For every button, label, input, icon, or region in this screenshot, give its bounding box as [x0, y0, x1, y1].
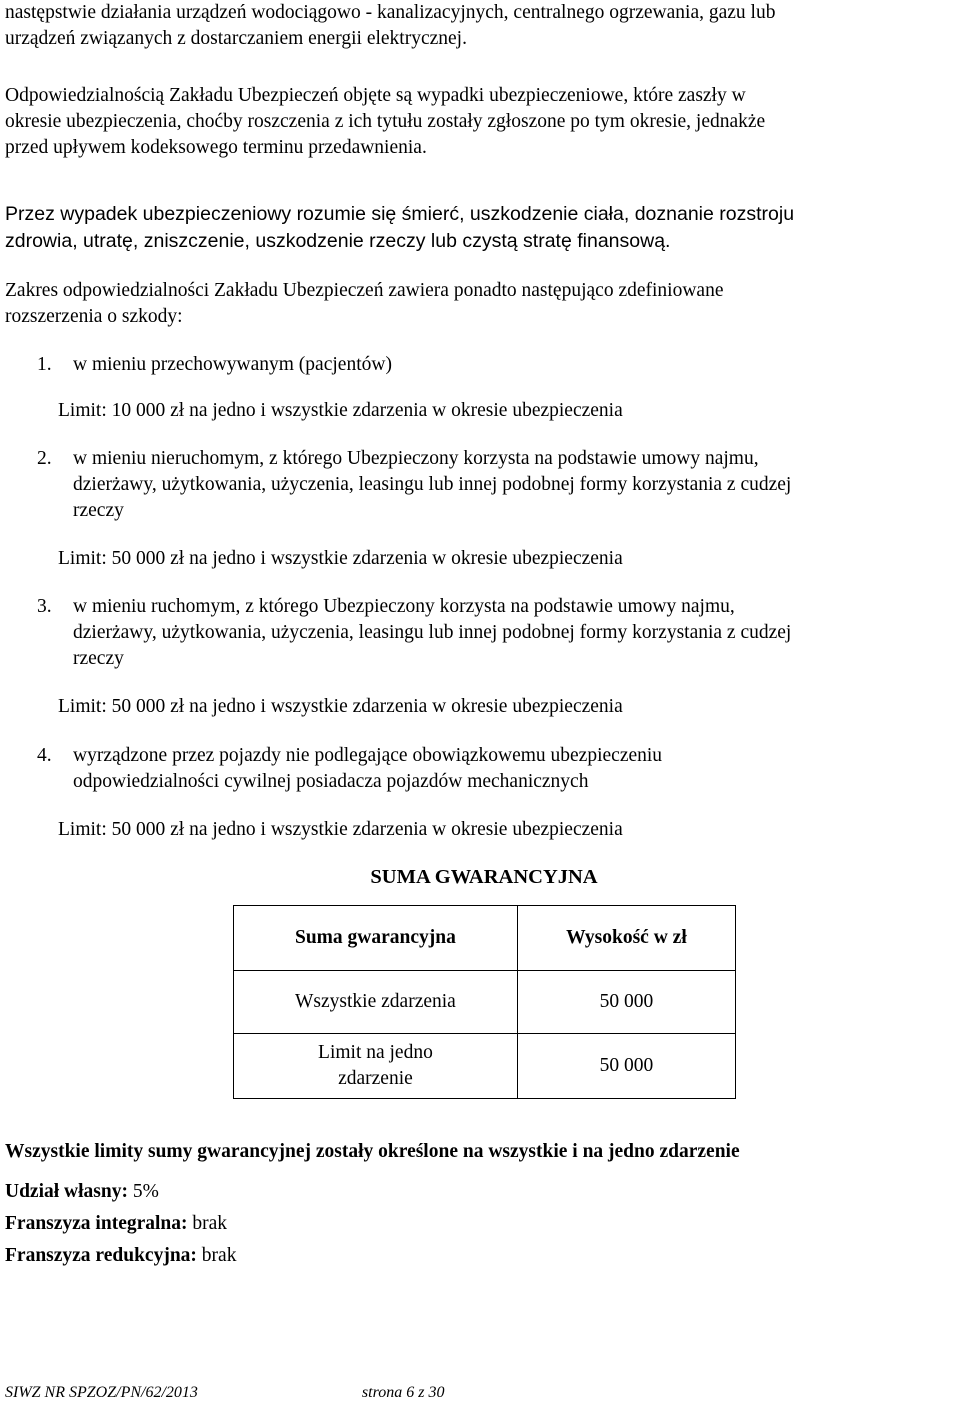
table-cell: 50 000 [517, 1034, 735, 1099]
integral-franchise-label: Franszyza integralna: [5, 1213, 188, 1234]
scope-line: Zakres odpowiedzialności Zakładu Ubezpieczeń zawiera ponadto następująco zdefiniowane [5, 280, 724, 301]
reduction-franchise-value: brak [196, 1245, 237, 1266]
responsibility-line: okresie ubezpieczenia, choćby roszczenia z ich tytułu zostały zgłoszone po tym okresie, jednakże [5, 111, 766, 132]
table-cell: 50 000 [517, 971, 735, 1034]
list-item-text: rzeczy [73, 648, 124, 669]
table-row [234, 1034, 736, 1099]
list-item-text: wyrządzone przez pojazdy nie podlegające obowiązkowemu ubezpieczeniu [73, 745, 663, 766]
responsibility-line: Odpowiedzialnością Zakładu Ubezpieczeń objęte są wypadki ubezpieczeniowe, które zaszły w [5, 85, 746, 106]
table-header-row [234, 906, 736, 971]
list-item-text: w mieniu przechowywanym (pacjentów) [73, 354, 392, 375]
intro-line: urządzeń związanych z dostarczaniem energii elektrycznej. [5, 28, 467, 49]
list-item-text: odpowiedzialności cywilnej posiadacza pojazdów mechanicznych [73, 771, 589, 792]
own-share-line [5, 1179, 159, 1205]
page-number: strona 6 z 30 [361, 1384, 445, 1401]
reduction-franchise-label: Franszyza redukcyjna: [5, 1245, 197, 1266]
integral-franchise-line [5, 1211, 227, 1237]
doc-number: SIWZ NR SPZOZ/PN/62/2013 [5, 1384, 198, 1401]
intro-line: następstwie działania urządzeń wodociągowo - kanalizacyjnych, centralnego ogrzewania, gazu lub [5, 2, 776, 23]
own-share-value: 5% [127, 1181, 159, 1202]
list-item-number: 2. [37, 448, 52, 469]
all-limits-note: Wszystkie limity sumy gwarancyjnej zostały określone na wszystkie i na jedno zdarzenie [5, 1141, 740, 1162]
responsibility-paragraph [5, 83, 960, 161]
table-cell-line: zdarzenie [338, 1068, 413, 1089]
reduction-franchise-line [5, 1243, 236, 1269]
limit-text: Limit: 50 000 zł na jedno i wszystkie zdarzenia w okresie ubezpieczenia [58, 548, 623, 569]
definition-paragraph [5, 201, 960, 255]
table-cell: Wszystkie zdarzenia [234, 971, 518, 1034]
table-cell-line: Limit na jedno [318, 1042, 433, 1063]
integral-franchise-value: brak [187, 1213, 228, 1234]
responsibility-line: przed upływem kodeksowego terminu przedawnienia. [5, 137, 427, 158]
definition-line: Przez wypadek ubezpieczeniowy rozumie się śmierć, uszkodzenie ciała, doznanie rozstroju [5, 203, 795, 225]
table-cell [234, 1034, 518, 1099]
page-footer [5, 1384, 444, 1402]
limit-text: Limit: 50 000 zł na jedno i wszystkie zdarzenia w okresie ubezpieczenia [58, 696, 623, 717]
limit-text: Limit: 10 000 zł na jedno i wszystkie zdarzenia w okresie ubezpieczenia [58, 400, 623, 421]
limit-text: Limit: 50 000 zł na jedno i wszystkie zdarzenia w okresie ubezpieczenia [58, 819, 623, 840]
list-item-text: w mieniu nieruchomym, z którego Ubezpieczony korzysta na podstawie umowy najmu, [73, 448, 759, 469]
list-item-number: 1. [37, 354, 52, 375]
list-item-text: dzierżawy, użytkowania, użyczenia, leasingu lub innej podobnej formy korzystania z cudzej [73, 622, 792, 643]
list-item-text: dzierżawy, użytkowania, użyczenia, leasingu lub innej podobnej formy korzystania z cudzej [73, 474, 792, 495]
list-item-number: 3. [37, 596, 52, 617]
own-share-label: Udział własny: [5, 1181, 128, 1202]
definition-line: zdrowia, utratę, zniszczenie, uszkodzenie rzeczy lub czystą stratę finansową. [5, 230, 671, 252]
list-item-text: w mieniu ruchomym, z którego Ubezpieczony korzysta na podstawie umowy najmu, [73, 596, 735, 617]
intro-paragraph [5, 0, 960, 52]
scope-line: rozszerzenia o szkody: [5, 306, 183, 327]
list-item-text: rzeczy [73, 500, 124, 521]
scope-paragraph [5, 278, 960, 330]
table-row [234, 971, 736, 1034]
guarantee-table [233, 905, 736, 1099]
section-heading: SUMA GWARANCYJNA [370, 866, 598, 888]
list-item-number: 4. [37, 745, 52, 766]
table-header-cell: Suma gwarancyjna [234, 906, 518, 971]
table-header-cell: Wysokość w zł [517, 906, 735, 971]
